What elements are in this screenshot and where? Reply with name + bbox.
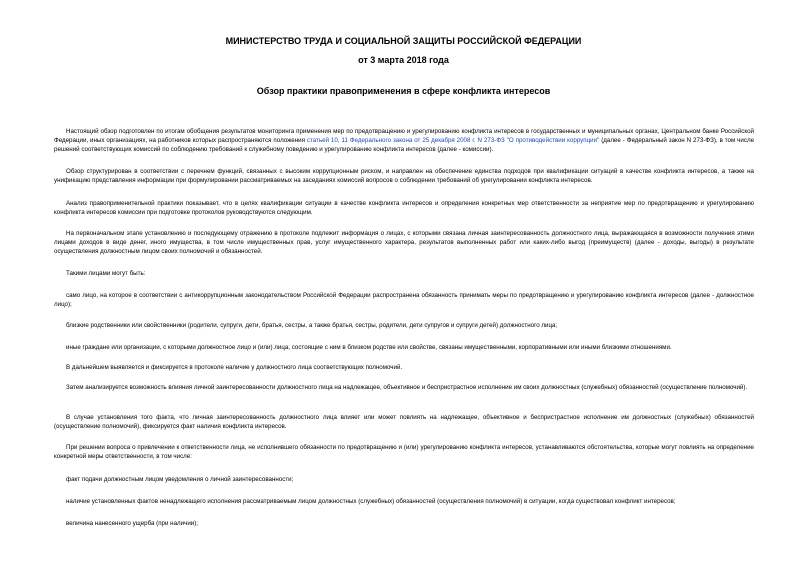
paragraph-text: В дальнейшем выявляется и фиксируется в протоколе наличие у должностного лица соответствующих полномочий.	[66, 364, 403, 371]
paragraph-text: Затем анализируется возможность влияния личной заинтересованности должностного лица на надлежащее, объективное и беспристрастное исполнение им своих должностных (служебных) обязанностей (осуществление полномочий).	[66, 384, 748, 391]
paragraph-text: иные граждане или организации, с которыми должностное лицо и (или) лица, состоящие с ним в близком родстве или свойстве, связаны имущественными, корпоративными или иными близкими отношениями.	[66, 344, 672, 351]
intro-paragraph	[54, 128, 754, 154]
paragraph-text: На первоначальном этапе установлению и последующему отражению в протоколе подлежит информация о лицах, с которыми связана личная заинтересованность должностного лица, выражающаяся в возможности получения этими лицами доходов в виде денег, иного имущества, в том числе имущественных прав, услуг имущественного характера, результатов выполненных работ или каких-либо выгод (преимуществ) (далее - доходы, выгоды) в результате осуществления должностным лицом своих полномочий и обязанностей.	[54, 230, 754, 255]
paragraph	[54, 168, 754, 186]
paragraph-text: Анализ правоприменительной практики показывает, что в целях квалификации ситуации в качестве конфликта интересов и определения конкретных мер ответственности за неприятие мер по предотвращению и урегулированию конфликта интересов комиссии при подготовке протоколов руководствуются следующим.	[54, 200, 754, 216]
paragraph-text: факт подачи должностным лицом уведомления о личной заинтересованности;	[66, 476, 294, 483]
paragraph	[54, 200, 754, 218]
law-reference-link[interactable]: статьей 10, 11 Федерального закона от 25 декабря 2008 г. N 273-ФЗ "О противодействии коррупции"	[306, 136, 600, 144]
intro-text-end: (далее - Федеральный закон N 273-ФЗ), в том числе решений соответствующих комиссий по соблюдению требований к служебному поведению и урегулированию конфликта интересов (далее - комиссии).	[54, 136, 755, 153]
paragraph-text: величина нанесенного ущерба (при наличии);	[66, 520, 199, 527]
list-item	[54, 322, 754, 331]
list-item	[54, 292, 754, 310]
paragraph-text: само лицо, на которое в соответствии с антикоррупционным законодательством Российской Федерации распространена обязанность принимать меры по предотвращению и урегулированию конфликта интересов (далее - должностное лицо);	[54, 292, 754, 308]
paragraph	[54, 444, 754, 462]
list-item	[54, 520, 754, 529]
list-item	[54, 498, 754, 507]
paragraph-text: Обзор структурирован в соответствии с перечнем функций, связанных с высоким коррупционным риском, и направлен на обеспечение единства подходов при квалификации ситуаций в качестве конфликта интересов, а также на унификацию представления информации при формулировании рассматриваемых на заседаниях комиссий вопросов о соблюдении требований об урегулировании конфликта интересов.	[54, 168, 754, 184]
intro-text-start: Настоящий обзор подготовлен по итогам обобщения результатов мониторинга применения мер по предотвращению и урегулированию конфликта интересов в государственных и муниципальных органах, Центральном банке Российской Федерации, иных организациях, на работников которых распространяются положения	[54, 128, 754, 144]
paragraph-text: наличие установленных фактов ненадлежащего исполнения рассматриваемым лицом должностных (служебных) обязанностей (осуществления полномочий) в ситуации, когда существовал конфликт интересов;	[66, 498, 676, 505]
document-title: Обзор практики правоприменения в сфере конфликта интересов	[256, 86, 551, 96]
list-item	[54, 476, 754, 485]
ministry-heading: МИНИСТЕРСТВО ТРУДА И СОЦИАЛЬНОЙ ЗАЩИТЫ РОССИЙСКОЙ ФЕДЕРАЦИИ	[225, 36, 582, 46]
paragraph	[54, 230, 754, 256]
paragraph-text: В случае установления того факта, что личная заинтересованность должностного лица влияет или может повлиять на надлежащее, объективное и беспристрастное исполнение им должностных (служебных) обязанностей (осуществление полномочий), фиксируется факт наличия конфликта интересов.	[54, 414, 754, 430]
paragraph-text: При решении вопроса о привлечении к ответственности лица, не исполнившего обязанности по предотвращению и (или) урегулированию конфликта интересов, устанавливаются обстоятельства, которые могут повлиять на определение конкретной меры ответственности, в том числе:	[54, 444, 754, 460]
paragraph	[54, 414, 754, 432]
paragraph-text: Такими лицами могут быть:	[66, 270, 146, 277]
paragraph	[54, 364, 754, 373]
paragraph	[54, 270, 754, 279]
paragraph-text: близкие родственники или свойственники (родители, супруги, дети, братья, сестры, а также братья, сестры, родители, дети супругов и супруги детей) должностного лица;	[66, 322, 558, 329]
paragraph	[54, 384, 754, 393]
list-item	[54, 344, 754, 353]
document-date: от 3 марта 2018 года	[358, 55, 449, 65]
